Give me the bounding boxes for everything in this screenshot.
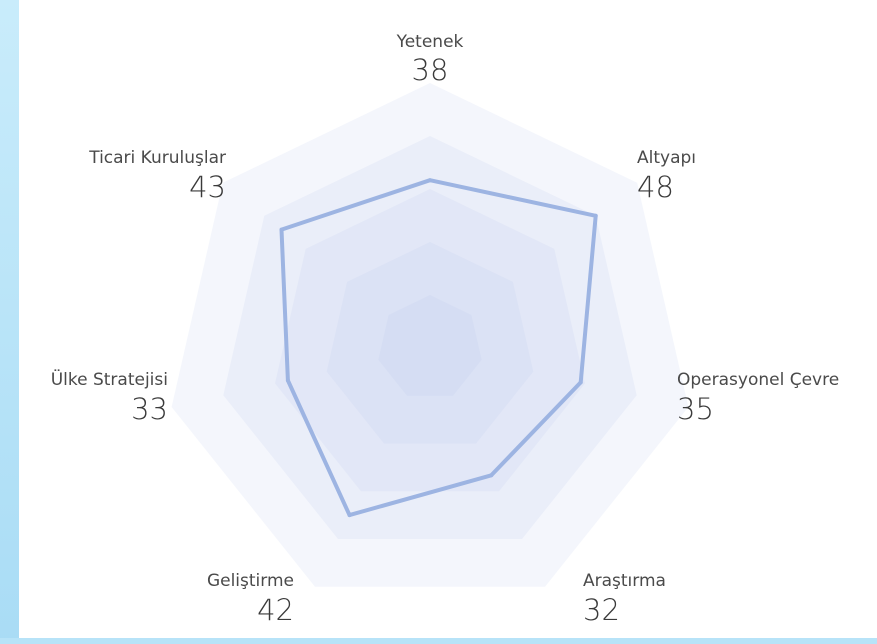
axis-label-1: Altyapı [637,148,697,168]
value-label-6: 43 [189,170,226,204]
axis-label-0: Yetenek [396,32,464,52]
radar-rings [172,83,689,587]
value-label-3: 32 [583,593,620,627]
data-point-4 [348,513,352,517]
data-point-3 [489,473,493,477]
value-label-2: 35 [677,392,714,426]
data-point-6 [280,228,284,232]
axis-label-3: Araştırma [583,571,666,591]
value-label-5: 33 [131,392,168,426]
value-label-1: 48 [637,170,674,204]
data-point-1 [594,214,598,218]
value-label-4: 42 [257,593,294,627]
axis-label-6: Ticari Kuruluşlar [89,148,226,168]
data-point-5 [286,378,290,382]
axis-label-2: Operasyonel Çevre [677,370,840,390]
axis-label-4: Geliştirme [206,571,294,591]
data-point-0 [428,178,432,182]
axis-label-5: Ülke Stratejisi [50,370,168,390]
data-point-2 [579,380,583,384]
value-label-0: 38 [411,53,449,87]
